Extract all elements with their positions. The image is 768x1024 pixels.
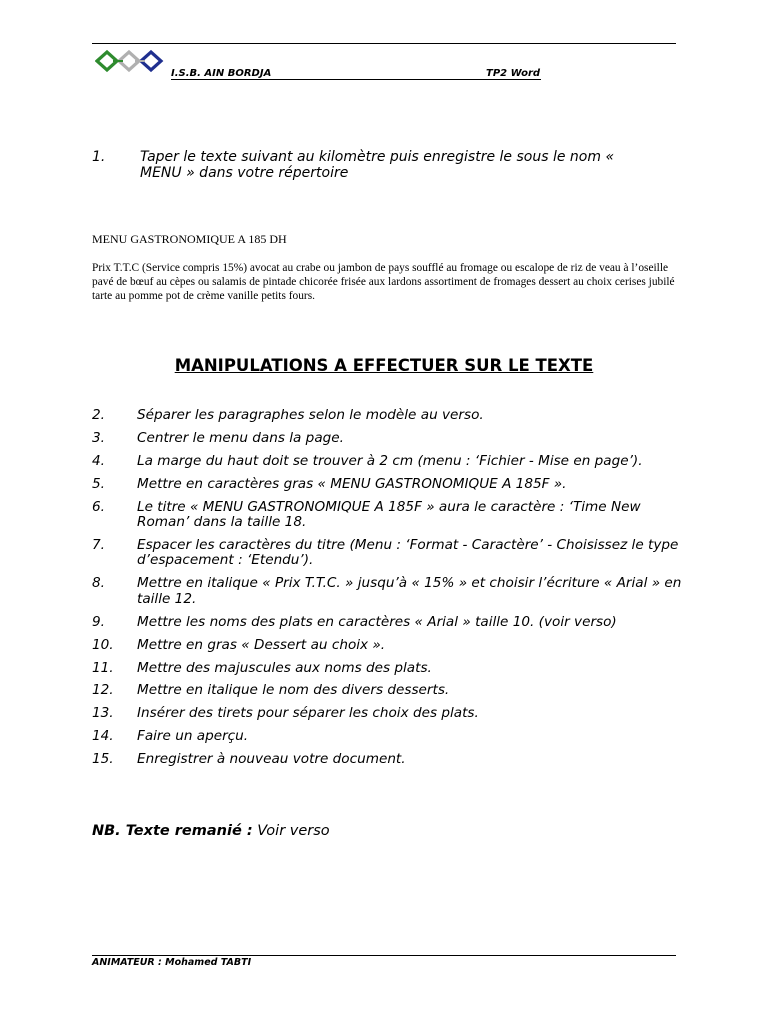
instruction-text: Mettre les noms des plats en caractères « Arial » taille 10. (voir verso) [137,613,617,630]
instruction-item [92,661,682,677]
instruction-number: 11. [92,659,114,676]
instruction-item [92,729,682,745]
header-rule [92,43,676,44]
instruction-item [92,638,682,654]
instruction-item [92,454,682,470]
menu-body: Prix T.T.C (Service compris 15%) avocat au crabe ou jambon de pays soufflé au fromage ou escalope de riz de veau à l’oseille pavé de bœuf au cèpes ou salamis de pintade chicorée frisée aux lardons assortiment de fromages dessert au choix cerises jubilé tarte au pomme pot de crème vanille petits fours. [92,262,675,302]
instruction-text: La marge du haut doit se trouver à 2 cm (menu : ‘Fichier - Mise en page’). [137,452,643,469]
step-number: 1. [92,149,106,165]
instruction-item [92,706,682,722]
instruction-item [92,477,682,493]
school-logo-icon [95,49,169,73]
menu-title: MENU GASTRONOMIQUE A 185 DH [92,232,287,246]
instruction-text: Le titre « MENU GASTRONOMIQUE A 185F » aura le caractère : ‘Time New Roman’ dans la taille 18. [137,498,641,531]
instruction-number: 5. [92,475,105,492]
instruction-text: Insérer des tirets pour séparer les choix des plats. [137,705,479,722]
instruction-item [92,431,682,447]
instruction-text: Mettre des majuscules aux noms des plats. [137,659,432,676]
instruction-item [92,538,682,569]
section-heading-text: MANIPULATIONS A EFFECTUER SUR LE TEXTE [174,356,594,375]
instruction-number: 14. [92,728,114,745]
header-line [171,68,541,80]
instruction-number: 13. [92,705,114,722]
instruction-number: 6. [92,498,105,515]
instruction-item [92,683,682,699]
instruction-text: Séparer les paragraphes selon le modèle au verso. [137,407,484,423]
instruction-list [92,408,682,775]
nb-note [92,823,330,839]
instruction-number: 3. [92,429,105,446]
header-school-name: I.S.B. AIN BORDJA [171,68,272,79]
instruction-number: 12. [92,682,114,699]
instruction-item [92,576,682,607]
instruction-item [92,752,682,768]
instruction-number: 15. [92,751,114,768]
footer-rule [92,955,676,956]
footer-author: ANIMATEUR : Mohamed TABTI [92,957,252,968]
nb-text: Voir verso [257,823,330,839]
instruction-text: Faire un aperçu. [137,728,249,745]
step-text: Taper le texte suivant au kilomètre puis enregistre le sous le nom « MENU » dans votre répertoire [140,149,615,181]
instruction-text: Centrer le menu dans la page. [137,429,344,446]
instruction-text: Enregistrer à nouveau votre document. [137,751,406,768]
instruction-text: Espacer les caractères du titre (Menu : ‘Format - Caractère’ - Choisissez le type d’espacement : ‘Etendu’). [137,536,679,569]
header-document-name: TP2 Word [486,68,541,79]
instruction-number: 10. [92,636,114,653]
instruction-text: Mettre en italique le nom des divers desserts. [137,682,450,699]
instruction-item [92,500,682,531]
instruction-item [92,615,682,631]
instruction-number: 7. [92,536,105,553]
instruction-number: 4. [92,452,105,469]
instruction-text: Mettre en gras « Dessert au choix ». [137,636,386,653]
instruction-item [92,408,682,424]
section-heading [0,356,768,375]
instruction-text: Mettre en caractères gras « MENU GASTRONOMIQUE A 185F ». [137,475,567,492]
instruction-number: 2. [92,407,105,423]
instruction-text: Mettre en italique « Prix T.T.C. » jusqu’à « 15% » et choisir l’écriture « Arial » en taille 12. [137,575,682,607]
instruction-number: 9. [92,613,105,630]
nb-label: NB. Texte remanié : [92,823,253,839]
step-1 [92,149,652,181]
instruction-number: 8. [92,575,105,592]
